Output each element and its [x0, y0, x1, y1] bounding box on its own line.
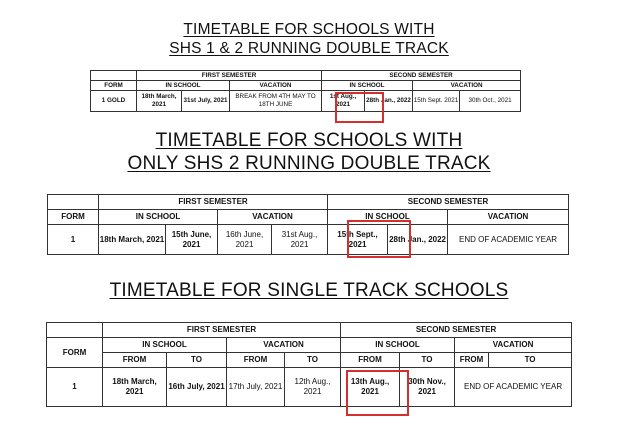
in-school-header: IN SCHOOL [99, 210, 218, 225]
second-semester-header: SECOND SEMESTER [328, 195, 569, 210]
title-line: TIMETABLE FOR SCHOOLS WITH [183, 21, 435, 38]
second-semester-header: SECOND SEMESTER [341, 323, 572, 338]
second-semester-header: SECOND SEMESTER [322, 71, 521, 81]
form-header: FORM [91, 81, 137, 91]
vacation-header: VACATION [227, 338, 341, 353]
table-cell [48, 195, 99, 210]
title-line: ONLY SHS 2 RUNNING DOUBLE TRACK [127, 153, 491, 174]
form-header: FORM [48, 210, 99, 225]
date-cell: 15th Sept., 2021 [328, 225, 388, 255]
in-school-header: IN SCHOOL [341, 338, 455, 353]
date-cell: 16th June, 2021 [218, 225, 272, 255]
from-header: FROM [103, 353, 167, 368]
date-cell: 18th March, 2021 [99, 225, 166, 255]
vacation-cell: END OF ACADEMIC YEAR [448, 225, 569, 255]
vacation-header: VACATION [448, 210, 569, 225]
to-header: TO [285, 353, 341, 368]
to-header: TO [489, 353, 572, 368]
date-cell: 31st Aug., 2021 [272, 225, 328, 255]
date-cell: 1st Aug., 2021 [322, 91, 365, 112]
first-semester-header: FIRST SEMESTER [103, 323, 341, 338]
table-cell [47, 323, 103, 338]
title-line: TIMETABLE FOR SCHOOLS WITH [155, 130, 463, 151]
date-cell: 15th June, 2021 [166, 225, 218, 255]
table-cell [91, 71, 137, 81]
timetable-table-2 [47, 194, 569, 255]
from-header: FROM [341, 353, 400, 368]
vacation-cell: END OF ACADEMIC YEAR [455, 368, 572, 407]
date-cell: 18th March, 2021 [103, 368, 167, 407]
table-row [48, 225, 569, 255]
first-semester-header: FIRST SEMESTER [137, 71, 322, 81]
table-header-row [48, 195, 569, 210]
title-single-track [0, 279, 618, 303]
table-header-row [48, 210, 569, 225]
table-header-row [47, 338, 572, 353]
form-header: FORM [47, 338, 103, 368]
from-header: FROM [455, 353, 489, 368]
timetable-table-3 [46, 322, 572, 407]
vacation-header: VACATION [413, 81, 521, 91]
in-school-header: IN SCHOOL [137, 81, 230, 91]
first-semester-header: FIRST SEMESTER [99, 195, 328, 210]
table-header-row [91, 71, 521, 81]
from-header: FROM [227, 353, 285, 368]
vacation-header: VACATION [230, 81, 322, 91]
to-header: TO [167, 353, 227, 368]
table-row [47, 368, 572, 407]
date-cell: 17th July, 2021 [227, 368, 285, 407]
title-line: SHS 1 & 2 RUNNING DOUBLE TRACK [169, 40, 449, 57]
to-header: TO [400, 353, 455, 368]
date-cell: 31st July, 2021 [182, 91, 230, 112]
in-school-header: IN SCHOOL [103, 338, 227, 353]
vacation-header: VACATION [218, 210, 328, 225]
date-cell: 13th Aug., 2021 [341, 368, 400, 407]
title-line: TIMETABLE FOR SINGLE TRACK SCHOOLS [109, 280, 509, 301]
in-school-header: IN SCHOOL [328, 210, 448, 225]
date-cell: 30th Oct., 2021 [460, 91, 521, 112]
date-cell: 12th Aug., 2021 [285, 368, 341, 407]
date-cell: 18th March, 2021 [137, 91, 182, 112]
form-cell: 1 [48, 225, 99, 255]
date-cell: 16th July, 2021 [167, 368, 227, 407]
timetable-table-1 [90, 70, 521, 112]
table-row [91, 91, 521, 112]
in-school-header: IN SCHOOL [322, 81, 413, 91]
title-dual-track-2 [0, 129, 618, 175]
table-header-row [91, 81, 521, 91]
date-cell: 28th Jan., 2022 [365, 91, 413, 112]
table-header-row [47, 323, 572, 338]
title-dual-track-1-2 [0, 20, 618, 58]
table-header-row [47, 353, 572, 368]
date-cell: 30th Nov., 2021 [400, 368, 455, 407]
vacation-header: VACATION [455, 338, 572, 353]
vacation-cell: BREAK FROM 4TH MAY TO 18TH JUNE [230, 91, 322, 112]
date-cell: 15th Sept. 2021 [413, 91, 460, 112]
form-cell: 1 [47, 368, 103, 407]
date-cell: 28th Jan., 2022 [388, 225, 448, 255]
form-cell: 1 GOLD [91, 91, 137, 112]
